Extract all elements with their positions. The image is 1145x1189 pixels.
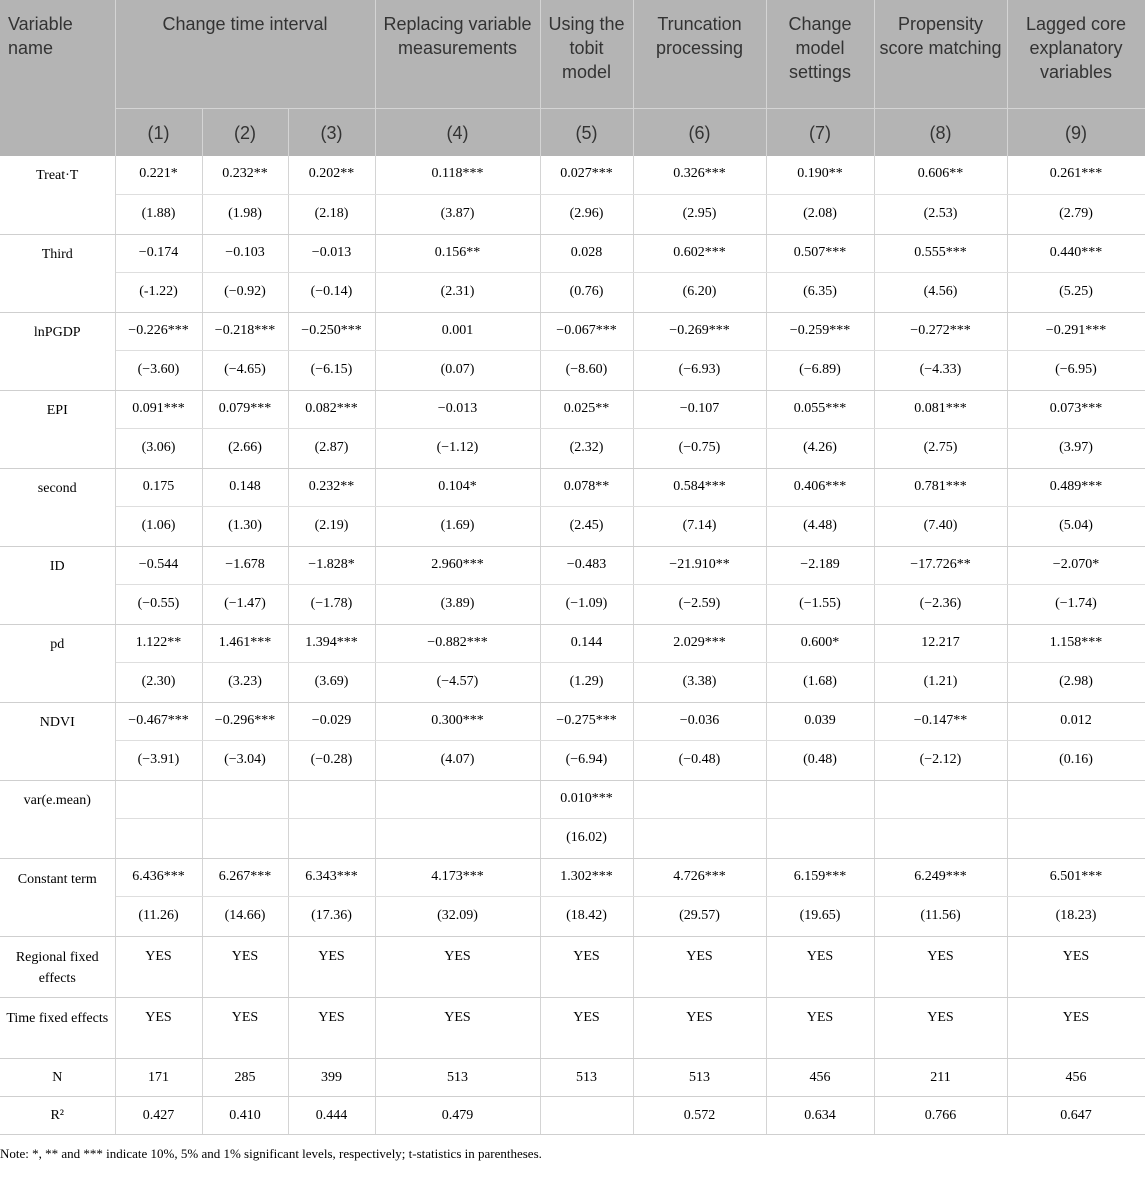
- t-statistic-cell: (−6.93): [633, 350, 766, 390]
- coefficient-cell: [633, 780, 766, 818]
- t-statistic-cell: (−1.78): [288, 584, 375, 624]
- coefficient-cell: −0.174: [115, 234, 202, 272]
- t-statistic-cell: [874, 818, 1007, 858]
- coefficient-cell: 0.025**: [540, 390, 633, 428]
- t-statistic-cell: (3.89): [375, 584, 540, 624]
- column-number: (8): [874, 108, 1007, 156]
- fixed-effect-cell: YES: [202, 936, 288, 997]
- coefficient-cell: 6.249***: [874, 858, 1007, 896]
- t-statistic-cell: (1.98): [202, 194, 288, 234]
- table-row-coefficient: [0, 546, 1145, 584]
- t-statistic-cell: (7.40): [874, 506, 1007, 546]
- column-number: (9): [1007, 108, 1145, 156]
- t-statistic-cell: (0.48): [766, 740, 874, 780]
- t-statistic-cell: (7.14): [633, 506, 766, 546]
- coefficient-cell: −0.218***: [202, 312, 288, 350]
- t-statistic-cell: (−2.59): [633, 584, 766, 624]
- coefficient-cell: 0.221*: [115, 156, 202, 194]
- t-statistic-cell: (−3.91): [115, 740, 202, 780]
- t-statistic-cell: (−0.14): [288, 272, 375, 312]
- t-statistic-cell: (4.07): [375, 740, 540, 780]
- fixed-effect-cell: YES: [1007, 997, 1145, 1058]
- coefficient-cell: 0.078**: [540, 468, 633, 506]
- coefficient-cell: 4.173***: [375, 858, 540, 896]
- t-statistic-cell: (1.69): [375, 506, 540, 546]
- t-statistic-cell: (19.65): [766, 896, 874, 936]
- t-statistic-cell: [766, 818, 874, 858]
- table-row-coefficient: [0, 702, 1145, 740]
- coefficient-cell: 0.079***: [202, 390, 288, 428]
- coefficient-cell: −2.070*: [1007, 546, 1145, 584]
- variable-name: EPI: [0, 390, 115, 468]
- fixed-effect-cell: YES: [1007, 936, 1145, 997]
- t-statistic-cell: (−1.74): [1007, 584, 1145, 624]
- variable-name: second: [0, 468, 115, 546]
- t-statistic-cell: (−6.89): [766, 350, 874, 390]
- t-statistic-cell: (−0.75): [633, 428, 766, 468]
- row-label: Regional fixed effects: [0, 936, 115, 997]
- coefficient-cell: 0.232**: [288, 468, 375, 506]
- table-body: [0, 156, 1145, 1134]
- coefficient-cell: 6.267***: [202, 858, 288, 896]
- t-statistic-cell: (2.95): [633, 194, 766, 234]
- coefficient-cell: 0.082***: [288, 390, 375, 428]
- coefficient-cell: 0.489***: [1007, 468, 1145, 506]
- summary-cell: 211: [874, 1058, 1007, 1096]
- t-statistic-cell: (−8.60): [540, 350, 633, 390]
- coefficient-cell: −0.226***: [115, 312, 202, 350]
- variable-name: var(e.mean): [0, 780, 115, 858]
- t-statistic-cell: (3.38): [633, 662, 766, 702]
- coefficient-cell: 0.144: [540, 624, 633, 662]
- table-row-coefficient: [0, 390, 1145, 428]
- t-statistic-cell: (2.18): [288, 194, 375, 234]
- t-statistic-cell: (2.96): [540, 194, 633, 234]
- t-statistic-cell: (16.02): [540, 818, 633, 858]
- t-statistic-cell: (−4.33): [874, 350, 1007, 390]
- coefficient-cell: −0.107: [633, 390, 766, 428]
- coefficient-cell: 0.175: [115, 468, 202, 506]
- t-statistic-cell: [115, 818, 202, 858]
- summary-cell: 513: [633, 1058, 766, 1096]
- table-row-coefficient: [0, 858, 1145, 896]
- coefficient-cell: −0.544: [115, 546, 202, 584]
- coefficient-cell: 4.726***: [633, 858, 766, 896]
- table-row-t-statistic: [0, 506, 1145, 546]
- coefficient-cell: 0.507***: [766, 234, 874, 272]
- table-row-t-statistic: [0, 740, 1145, 780]
- t-statistic-cell: (0.07): [375, 350, 540, 390]
- t-statistic-cell: [1007, 818, 1145, 858]
- t-statistic-cell: (4.48): [766, 506, 874, 546]
- variable-name: Third: [0, 234, 115, 312]
- table-row-t-statistic: [0, 662, 1145, 702]
- coefficient-cell: 1.461***: [202, 624, 288, 662]
- row-label: R²: [0, 1096, 115, 1134]
- table-row-coefficient: [0, 780, 1145, 818]
- summary-cell: 0.634: [766, 1096, 874, 1134]
- column-number: (2): [202, 108, 288, 156]
- coefficient-cell: 0.600*: [766, 624, 874, 662]
- variable-name: ID: [0, 546, 115, 624]
- variable-name: lnPGDP: [0, 312, 115, 390]
- t-statistic-cell: [375, 818, 540, 858]
- t-statistic-cell: (2.75): [874, 428, 1007, 468]
- header-col-9: Lagged core explanatory variables: [1007, 0, 1145, 108]
- fixed-effect-cell: YES: [202, 997, 288, 1058]
- t-statistic-cell: [633, 818, 766, 858]
- summary-cell: 0.427: [115, 1096, 202, 1134]
- t-statistic-cell: (5.04): [1007, 506, 1145, 546]
- t-statistic-cell: (−6.95): [1007, 350, 1145, 390]
- coefficient-cell: 0.148: [202, 468, 288, 506]
- t-statistic-cell: (−4.57): [375, 662, 540, 702]
- coefficient-cell: 0.232**: [202, 156, 288, 194]
- header-col-5: Using the tobit model: [540, 0, 633, 108]
- header-col-4: Replacing variable measurements: [375, 0, 540, 108]
- table-row-coefficient: [0, 234, 1145, 272]
- coefficient-cell: 0.202**: [288, 156, 375, 194]
- t-statistic-cell: (17.36): [288, 896, 375, 936]
- column-number: (6): [633, 108, 766, 156]
- coefficient-cell: 0.606**: [874, 156, 1007, 194]
- summary-cell: 456: [1007, 1058, 1145, 1096]
- header-column-numbers: [0, 108, 1145, 156]
- fixed-effect-cell: YES: [766, 936, 874, 997]
- t-statistic-cell: (2.31): [375, 272, 540, 312]
- t-statistic-cell: (1.21): [874, 662, 1007, 702]
- table-row-t-statistic: [0, 584, 1145, 624]
- coefficient-cell: 0.010***: [540, 780, 633, 818]
- summary-cell: 513: [375, 1058, 540, 1096]
- coefficient-cell: −0.272***: [874, 312, 1007, 350]
- coefficient-cell: −0.296***: [202, 702, 288, 740]
- t-statistic-cell: (3.23): [202, 662, 288, 702]
- t-statistic-cell: (3.69): [288, 662, 375, 702]
- fixed-effect-cell: YES: [115, 936, 202, 997]
- table-row-t-statistic: [0, 428, 1145, 468]
- coefficient-cell: 1.302***: [540, 858, 633, 896]
- t-statistic-cell: (1.30): [202, 506, 288, 546]
- t-statistic-cell: (11.26): [115, 896, 202, 936]
- t-statistic-cell: (2.66): [202, 428, 288, 468]
- column-number: (3): [288, 108, 375, 156]
- header-change-time-interval: Change time interval: [115, 0, 375, 108]
- t-statistic-cell: (2.08): [766, 194, 874, 234]
- table-row-coefficient: [0, 468, 1145, 506]
- coefficient-cell: −17.726**: [874, 546, 1007, 584]
- t-statistic-cell: (−0.55): [115, 584, 202, 624]
- t-statistic-cell: (−3.60): [115, 350, 202, 390]
- fixed-effect-cell: YES: [874, 997, 1007, 1058]
- coefficient-cell: 0.027***: [540, 156, 633, 194]
- t-statistic-cell: (−0.28): [288, 740, 375, 780]
- t-statistic-cell: [202, 818, 288, 858]
- coefficient-cell: 0.190**: [766, 156, 874, 194]
- coefficient-cell: 0.091***: [115, 390, 202, 428]
- fixed-effect-cell: YES: [874, 936, 1007, 997]
- coefficient-cell: 1.158***: [1007, 624, 1145, 662]
- summary-cell: 171: [115, 1058, 202, 1096]
- t-statistic-cell: (2.19): [288, 506, 375, 546]
- coefficient-cell: −0.882***: [375, 624, 540, 662]
- table-row-coefficient: [0, 156, 1145, 194]
- fixed-effect-cell: YES: [540, 936, 633, 997]
- table-row-t-statistic: [0, 818, 1145, 858]
- t-statistic-cell: (6.20): [633, 272, 766, 312]
- coefficient-cell: −0.467***: [115, 702, 202, 740]
- t-statistic-cell: (4.26): [766, 428, 874, 468]
- coefficient-cell: 0.781***: [874, 468, 1007, 506]
- coefficient-cell: 0.602***: [633, 234, 766, 272]
- t-statistic-cell: (2.98): [1007, 662, 1145, 702]
- coefficient-cell: 0.440***: [1007, 234, 1145, 272]
- t-statistic-cell: (0.76): [540, 272, 633, 312]
- summary-cell: 513: [540, 1058, 633, 1096]
- t-statistic-cell: (−1.12): [375, 428, 540, 468]
- fixed-effect-cell: YES: [115, 997, 202, 1058]
- coefficient-cell: 6.159***: [766, 858, 874, 896]
- row-label: Time fixed effects: [0, 997, 115, 1058]
- fixed-effect-cell: YES: [766, 997, 874, 1058]
- t-statistic-cell: (−4.65): [202, 350, 288, 390]
- t-statistic-cell: (1.06): [115, 506, 202, 546]
- t-statistic-cell: (6.35): [766, 272, 874, 312]
- fixed-effect-cell: YES: [633, 936, 766, 997]
- table-note: Note: *, ** and *** indicate 10%, 5% and 1% significant levels, respectively; t-statistics in parentheses.: [0, 1145, 542, 1161]
- coefficient-cell: 0.055***: [766, 390, 874, 428]
- column-number: (5): [540, 108, 633, 156]
- fixed-effect-cell: YES: [540, 997, 633, 1058]
- coefficient-cell: 0.156**: [375, 234, 540, 272]
- coefficient-cell: 0.081***: [874, 390, 1007, 428]
- header-col-7: Change model settings: [766, 0, 874, 108]
- header-col-6: Truncation processing: [633, 0, 766, 108]
- variable-name: NDVI: [0, 702, 115, 780]
- summary-cell: 0.766: [874, 1096, 1007, 1134]
- coefficient-cell: 0.118***: [375, 156, 540, 194]
- coefficient-cell: −0.067***: [540, 312, 633, 350]
- t-statistic-cell: (2.53): [874, 194, 1007, 234]
- coefficient-cell: −0.483: [540, 546, 633, 584]
- variable-name: pd: [0, 624, 115, 702]
- table-row-summary: [0, 1058, 1145, 1096]
- t-statistic-cell: (−6.15): [288, 350, 375, 390]
- table-row-coefficient: [0, 312, 1145, 350]
- t-statistic-cell: (32.09): [375, 896, 540, 936]
- t-statistic-cell: (14.66): [202, 896, 288, 936]
- row-label: N: [0, 1058, 115, 1096]
- coefficient-cell: [375, 780, 540, 818]
- t-statistic-cell: (2.87): [288, 428, 375, 468]
- coefficient-cell: −0.103: [202, 234, 288, 272]
- fixed-effect-cell: YES: [288, 997, 375, 1058]
- coefficient-cell: 2.029***: [633, 624, 766, 662]
- coefficient-cell: 6.343***: [288, 858, 375, 896]
- coefficient-cell: 0.406***: [766, 468, 874, 506]
- t-statistic-cell: (−1.09): [540, 584, 633, 624]
- table-row-t-statistic: [0, 896, 1145, 936]
- coefficient-cell: 0.039: [766, 702, 874, 740]
- coefficient-cell: [202, 780, 288, 818]
- coefficient-cell: −21.910**: [633, 546, 766, 584]
- t-statistic-cell: (-1.22): [115, 272, 202, 312]
- coefficient-cell: 0.028: [540, 234, 633, 272]
- t-statistic-cell: (3.06): [115, 428, 202, 468]
- coefficient-cell: [766, 780, 874, 818]
- t-statistic-cell: (18.23): [1007, 896, 1145, 936]
- coefficient-cell: −1.828*: [288, 546, 375, 584]
- t-statistic-cell: (−1.47): [202, 584, 288, 624]
- t-statistic-cell: (−0.92): [202, 272, 288, 312]
- summary-cell: 0.444: [288, 1096, 375, 1134]
- coefficient-cell: 0.326***: [633, 156, 766, 194]
- fixed-effect-cell: YES: [288, 936, 375, 997]
- coefficient-cell: 6.436***: [115, 858, 202, 896]
- t-statistic-cell: (−6.94): [540, 740, 633, 780]
- coefficient-cell: −1.678: [202, 546, 288, 584]
- coefficient-cell: −0.269***: [633, 312, 766, 350]
- table-header: [0, 0, 1145, 156]
- coefficient-cell: 12.217: [874, 624, 1007, 662]
- coefficient-cell: 0.555***: [874, 234, 1007, 272]
- coefficient-cell: 0.001: [375, 312, 540, 350]
- coefficient-cell: 0.104*: [375, 468, 540, 506]
- t-statistic-cell: (0.16): [1007, 740, 1145, 780]
- coefficient-cell: 1.394***: [288, 624, 375, 662]
- coefficient-cell: −0.029: [288, 702, 375, 740]
- coefficient-cell: −0.250***: [288, 312, 375, 350]
- column-number: (7): [766, 108, 874, 156]
- coefficient-cell: [874, 780, 1007, 818]
- coefficient-cell: 0.073***: [1007, 390, 1145, 428]
- table-row-fixed-effects: [0, 997, 1145, 1058]
- t-statistic-cell: (2.45): [540, 506, 633, 546]
- t-statistic-cell: (1.88): [115, 194, 202, 234]
- t-statistic-cell: (−0.48): [633, 740, 766, 780]
- coefficient-cell: −2.189: [766, 546, 874, 584]
- summary-cell: 399: [288, 1058, 375, 1096]
- summary-cell: [540, 1096, 633, 1134]
- coefficient-cell: 0.300***: [375, 702, 540, 740]
- t-statistic-cell: (−1.55): [766, 584, 874, 624]
- fixed-effect-cell: YES: [375, 997, 540, 1058]
- coefficient-cell: 6.501***: [1007, 858, 1145, 896]
- t-statistic-cell: (−2.36): [874, 584, 1007, 624]
- header-col-8: Propensity score matching: [874, 0, 1007, 108]
- summary-cell: 0.647: [1007, 1096, 1145, 1134]
- coefficient-cell: −0.275***: [540, 702, 633, 740]
- t-statistic-cell: (29.57): [633, 896, 766, 936]
- coefficient-cell: −0.013: [375, 390, 540, 428]
- t-statistic-cell: (2.79): [1007, 194, 1145, 234]
- coefficient-cell: 0.584***: [633, 468, 766, 506]
- summary-cell: 0.479: [375, 1096, 540, 1134]
- t-statistic-cell: (−3.04): [202, 740, 288, 780]
- table-row-summary: [0, 1096, 1145, 1134]
- summary-cell: 0.572: [633, 1096, 766, 1134]
- t-statistic-cell: (1.68): [766, 662, 874, 702]
- table-row-t-statistic: [0, 272, 1145, 312]
- coefficient-cell: −0.013: [288, 234, 375, 272]
- header-variable-name: Variable name: [0, 0, 115, 156]
- table-row-fixed-effects: [0, 936, 1145, 997]
- t-statistic-cell: (3.87): [375, 194, 540, 234]
- t-statistic-cell: (11.56): [874, 896, 1007, 936]
- coefficient-cell: 0.012: [1007, 702, 1145, 740]
- summary-cell: 0.410: [202, 1096, 288, 1134]
- fixed-effect-cell: YES: [633, 997, 766, 1058]
- variable-name: Constant term: [0, 858, 115, 936]
- t-statistic-cell: (4.56): [874, 272, 1007, 312]
- summary-cell: 285: [202, 1058, 288, 1096]
- table-row-t-statistic: [0, 350, 1145, 390]
- column-number: (1): [115, 108, 202, 156]
- summary-cell: 456: [766, 1058, 874, 1096]
- fixed-effect-cell: YES: [375, 936, 540, 997]
- coefficient-cell: −0.259***: [766, 312, 874, 350]
- coefficient-cell: [288, 780, 375, 818]
- coefficient-cell: −0.036: [633, 702, 766, 740]
- t-statistic-cell: [288, 818, 375, 858]
- t-statistic-cell: (18.42): [540, 896, 633, 936]
- t-statistic-cell: (2.30): [115, 662, 202, 702]
- coefficient-cell: −0.147**: [874, 702, 1007, 740]
- table-row-coefficient: [0, 624, 1145, 662]
- t-statistic-cell: (−2.12): [874, 740, 1007, 780]
- coefficient-cell: 0.261***: [1007, 156, 1145, 194]
- coefficient-cell: [1007, 780, 1145, 818]
- table-row-t-statistic: [0, 194, 1145, 234]
- coefficient-cell: 2.960***: [375, 546, 540, 584]
- t-statistic-cell: (2.32): [540, 428, 633, 468]
- t-statistic-cell: (3.97): [1007, 428, 1145, 468]
- column-number: (4): [375, 108, 540, 156]
- variable-name: Treat·T: [0, 156, 115, 234]
- coefficient-cell: [115, 780, 202, 818]
- coefficient-cell: 1.122**: [115, 624, 202, 662]
- coefficient-cell: −0.291***: [1007, 312, 1145, 350]
- t-statistic-cell: (1.29): [540, 662, 633, 702]
- t-statistic-cell: (5.25): [1007, 272, 1145, 312]
